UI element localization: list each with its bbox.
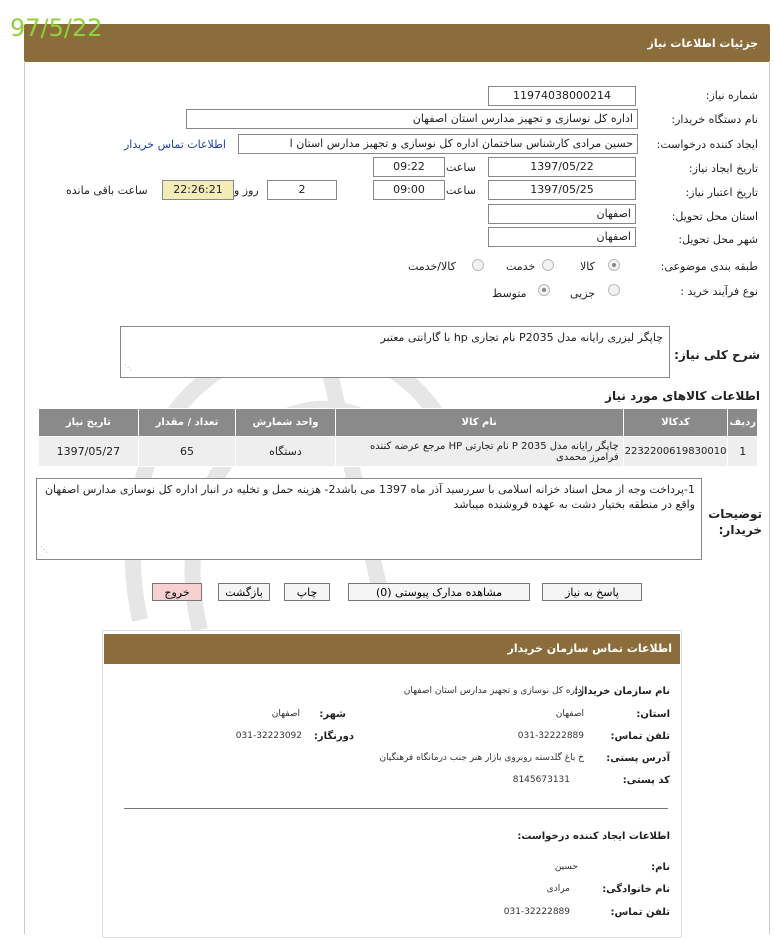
city-field: اصفهان [488,227,636,247]
contact-org-label: نام سازمان خریدار: [574,686,670,697]
contact-card-header [104,634,680,664]
province-label: استان محل تحویل: [671,210,758,223]
days-label: روز و [234,184,259,197]
category-option-both: کالا/خدمت [408,260,456,273]
contact-address-label: آدرس پستی: [606,753,670,764]
contact-address-value: خ باغ گلدسته روبروی بازار هنر جنب درمانگاه فرهنگیان [379,753,584,763]
requester-label: ایجاد کننده درخواست: [656,138,758,151]
back-button[interactable]: بازگشت [218,583,270,601]
table-cell-name: چاپگر رایانه مدل P 2035 نام تجارتی HP مرجع عرضه کننده فرامرز محمدی [335,437,623,467]
contact-fax-value: 031-32223092 [235,731,302,741]
city-label: شهر محل تحویل: [678,233,758,246]
province-field: اصفهان [488,204,636,224]
deadline-date-field: 1397/05/25 [488,180,636,200]
contact-fax-label: دورنگار: [313,731,354,742]
contact-card [102,630,682,938]
table-cell-code: 2232200619830010 [623,437,728,467]
contact-org-value: اداره کل نوسازی و تجهیز مدارس استان اصفهان [403,686,584,696]
creator-name-value: حسین [554,862,578,872]
need-number-label: شماره نیاز: [705,89,758,102]
remaining-days-field: 2 [267,180,337,200]
purchase-option-minor: جزیی [570,287,596,300]
print-button[interactable]: چاپ [284,583,330,601]
deadline-label: تاریخ اعتبار نیاز: [685,186,758,199]
purchase-radio-minor[interactable] [608,284,620,296]
summary-text: چاپگر لیزری رایانه مدل P2035 نام تجاری hp با گارانتی معتبر [380,331,663,344]
contact-postal-value: 8145673131 [512,775,570,785]
creator-family-value: مرادی [546,884,570,894]
deadline-time-field: 09:00 [373,180,445,200]
contact-province-value: اصفهان [555,709,584,719]
remaining-time-field: 22:26:21 [162,180,234,200]
creator-phone-value: 031-32222889 [503,907,570,917]
table-cell-unit: دستگاه [236,437,336,467]
created-date-field: 1397/05/22 [488,157,636,177]
category-radio-goods[interactable] [608,259,620,271]
creator-phone-label: تلفن تماس: [610,907,670,918]
remaining-label: ساعت باقی مانده [66,184,148,197]
category-radio-both[interactable] [472,259,484,271]
resize-handle-icon[interactable]: ⋰ [124,363,132,372]
col-name: نام کالا [335,409,623,437]
contact-phone-label: تلفن تماس: [610,731,670,742]
need-number-field: 11974038000214 [488,86,636,106]
deadline-time-label: ساعت [446,184,476,197]
created-date-label: تاریخ ایجاد نیاز: [688,162,758,175]
table-cell-row: 1 [728,437,758,467]
items-table-header-row [39,409,758,437]
creator-section-title: اطلاعات ایجاد کننده درخواست: [517,831,670,842]
summary-label: شرح کلی نیاز: [674,348,760,362]
creator-name-label: نام: [651,862,670,873]
col-code: کدکالا [623,409,728,437]
items-table [38,408,758,467]
created-time-label: ساعت [446,161,476,174]
buyer-notes-label: توضیحات خریدار: [708,507,762,537]
page-title: جزئیات اطلاعات نیاز [647,37,758,50]
buyer-contact-link[interactable]: اطلاعات تماس خریدار [124,138,226,151]
purchase-radio-medium[interactable] [538,284,550,296]
contact-city-value: اصفهان [271,709,300,719]
summary-textarea[interactable] [120,326,670,378]
category-label: طبقه بندی موضوعی: [660,260,758,273]
category-radio-service[interactable] [542,259,554,271]
category-option-goods: کالا [580,260,595,273]
buyer-notes-textarea[interactable] [36,478,702,560]
exit-button[interactable]: خروج [152,583,202,601]
page-header [24,24,770,62]
table-cell-qty: 65 [138,437,235,467]
col-date: تاریخ نیاز [39,409,139,437]
date-stamp: 97/5/22 [10,14,103,42]
col-unit: واحد شمارش [236,409,336,437]
buyer-org-label: نام دستگاه خریدار: [671,113,758,126]
contact-card-title: اطلاعات تماس سازمان خریدار [507,642,672,655]
items-title: اطلاعات کالاهای مورد نیاز [605,389,760,403]
attachments-button[interactable]: مشاهده مدارک پیوستی (0) [348,583,530,601]
contact-postal-label: کد پستی: [622,775,670,786]
col-row: ردیف [728,409,758,437]
reply-button[interactable]: پاسخ به نیاز [542,583,642,601]
category-option-service: خدمت [506,260,536,273]
purchase-type-label: نوع فرآیند خرید : [680,285,758,298]
contact-city-label: شهر: [319,709,346,720]
creator-family-label: نام خانوادگی: [602,884,670,895]
buyer-org-field: اداره کل نوسازی و تجهیز مدارس استان اصفهان [186,109,638,129]
contact-divider [124,808,668,809]
table-row [39,437,758,467]
purchase-option-medium: متوسط [492,287,527,300]
requester-field: حسین مرادی کارشناس ساختمان اداره کل نوسازی و تجهیز مدارس استان ا [238,134,638,154]
created-time-field: 09:22 [373,157,445,177]
contact-province-label: استان: [636,709,670,720]
col-qty: تعداد / مقدار [138,409,235,437]
contact-phone-value: 031-32222889 [517,731,584,741]
resize-handle-icon[interactable]: ⋰ [40,545,48,554]
buyer-notes-text: 1-پرداخت وجه از محل اسناد خزانه اسلامی با سررسید آذر ماه 1397 می باشد2- هزینه حمل و تخلیه در انبار اداره کل نوسازی مدارس اصفهان واقع در منطقه بختیار دشت به عهده فروشنده میباشد [44,483,695,511]
table-cell-date: 1397/05/27 [39,437,139,467]
